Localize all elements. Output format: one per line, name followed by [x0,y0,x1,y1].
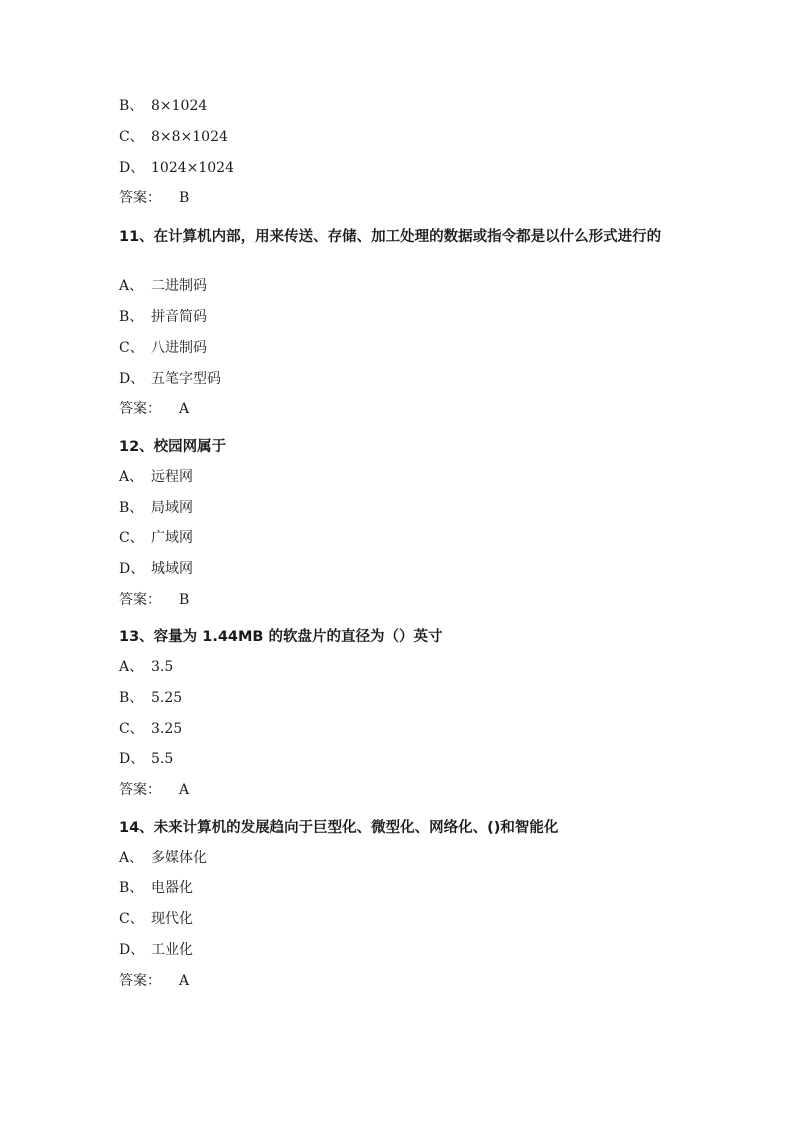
answer-value: B [179,592,190,608]
question-title: 13、容量为 1.44MB 的软盘片的直径为（）英寸 [119,629,443,645]
option-text: 现代化 [151,911,193,927]
option-letter: A、 [119,278,144,294]
answer-value: B [179,190,190,206]
answer-line [119,189,189,207]
answer-value: A [179,973,190,989]
option-letter: B、 [119,500,144,516]
option-letter: D、 [119,371,145,387]
answer-label: 答案： [119,401,161,417]
option-letter: A、 [119,469,144,485]
option-b [119,499,193,517]
option-a [119,849,207,867]
option-text: 城域网 [151,561,193,577]
option-letter: C、 [119,911,144,927]
option-letter: B、 [119,98,144,114]
option-b [119,879,193,897]
option-letter: C、 [119,129,144,145]
option-a [119,277,207,295]
option-text: 8×8×1024 [151,129,228,145]
option-text: 二进制码 [151,278,207,294]
option-text: 3.25 [151,721,183,737]
option-text: 五笔字型码 [151,371,221,387]
option-letter: B、 [119,880,144,896]
option-text: 拼音简码 [151,309,207,325]
answer-line [119,972,189,990]
option-text: 8×1024 [151,98,208,114]
option-d [119,159,234,177]
answer-value: A [179,782,190,798]
option-a [119,658,173,676]
option-c [119,529,193,547]
question-title: 14、未来计算机的发展趋向于巨型化、微型化、网络化、()和智能化 [119,820,559,836]
question-title: 12、校园网属于 [119,439,227,455]
answer-value: A [179,401,190,417]
option-d [119,560,193,578]
option-letter: C、 [119,530,144,546]
option-text: 多媒体化 [151,850,207,866]
answer-line [119,400,189,418]
answer-label: 答案： [119,190,161,206]
option-text: 广域网 [151,530,193,546]
option-text: 电器化 [151,880,193,896]
option-letter: A、 [119,659,144,675]
option-b [119,689,182,707]
option-letter: B、 [119,309,144,325]
option-c [119,128,228,146]
option-b [119,308,207,326]
answer-label: 答案： [119,592,161,608]
option-text: 远程网 [151,469,193,485]
option-text: 工业化 [151,942,193,958]
option-letter: D、 [119,160,145,176]
option-text: 5.5 [151,751,174,767]
option-text: 八进制码 [151,340,207,356]
option-letter: C、 [119,340,144,356]
option-letter: D、 [119,751,145,767]
option-d [119,941,193,959]
option-letter: D、 [119,561,145,577]
option-c [119,910,193,928]
option-d [119,750,173,768]
option-text: 局域网 [151,500,193,516]
option-letter: C、 [119,721,144,737]
option-d [119,370,221,388]
option-text: 5.25 [151,690,183,706]
option-b [119,97,207,115]
option-c [119,720,182,738]
option-c [119,339,207,357]
option-letter: B、 [119,690,144,706]
answer-line [119,591,189,609]
option-letter: A、 [119,850,144,866]
option-a [119,468,193,486]
option-letter: D、 [119,942,145,958]
answer-line [119,781,189,799]
option-text: 3.5 [151,659,174,675]
option-text: 1024×1024 [151,160,234,176]
question-title: 11、在计算机内部，用来传送、存储、加工处理的数据或指令都是以什么形式进行的 [119,229,662,245]
answer-label: 答案： [119,973,161,989]
answer-label: 答案： [119,782,161,798]
